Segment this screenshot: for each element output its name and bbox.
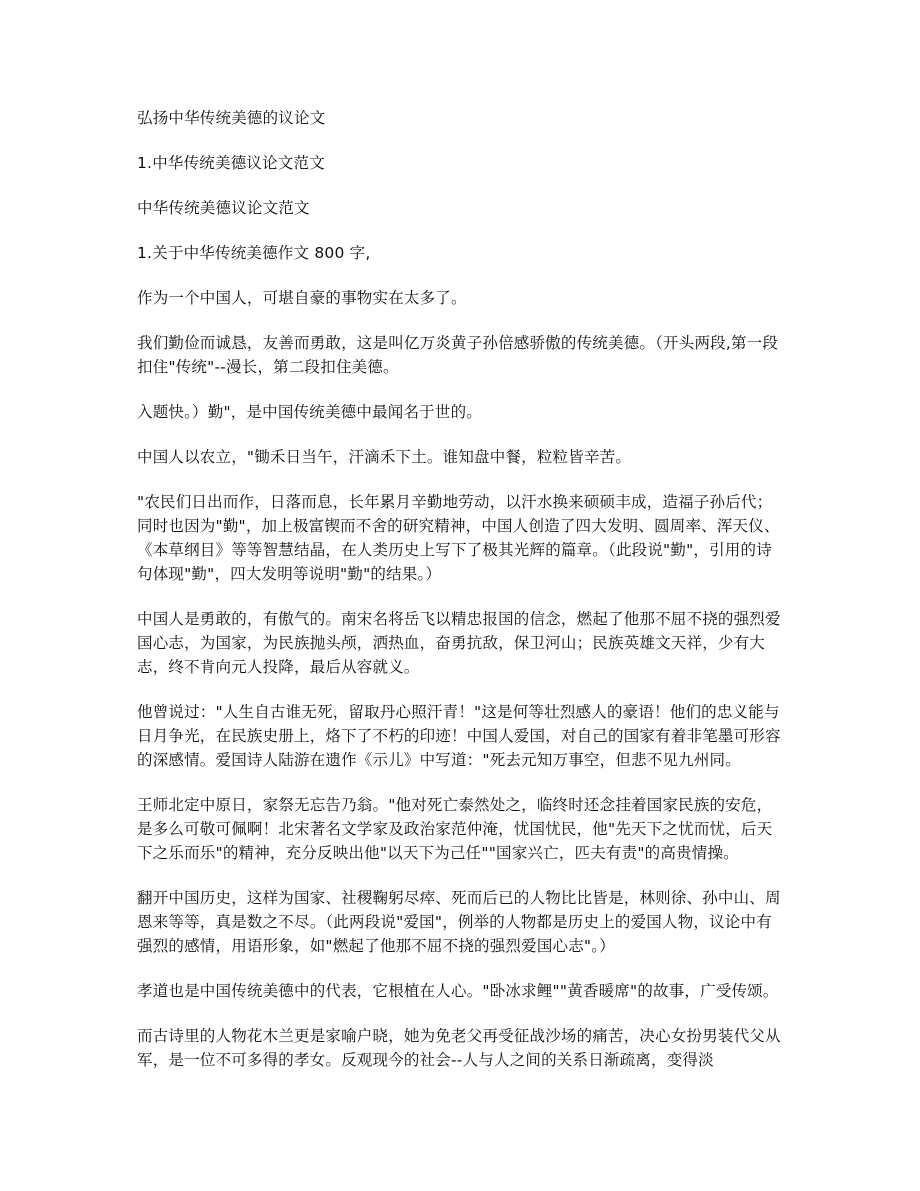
paragraph: 翻开中国历史，这样为国家、社稷鞠躬尽瘁、死而后已的人物比比皆是，林则徐、孙中山、周恩来等等，真是数之不尽。（此两段说"爱国"，例举的人物都是历史上的爱国人物，议论中有强烈的感情，用语形象，如"燃起了他那不屈不挠的强烈爱国心志"。） (137, 889, 781, 955)
paragraph: 而古诗里的人物花木兰更是家喻户晓，她为免老父再受征战沙场的痛苦，决心女扮男装代父从军，是一位不可多得的孝女。反观现今的社会--人与人之间的关系日渐疏离，变得淡 (137, 1027, 781, 1069)
paragraph: 孝道也是中国传统美德中的代表，它根植在人心。"卧冰求鲤""黄香暖席"的故事，广受传颂。 (137, 982, 779, 1000)
subtitle: 中华传统美德议论文范文 (137, 199, 310, 217)
paragraph: 入题快。）勤"，是中国传统美德中最闻名于世的。 (137, 403, 482, 421)
paragraph: 中国人以农立，"锄禾日当午，汗滴禾下土。谁知盘中餐，粒粒皆辛苦。 (137, 448, 632, 466)
paragraph: 作为一个中国人，可堪自豪的事物实在太多了。 (137, 289, 467, 307)
paragraph: "农民们日出而作，日落而息，长年累月辛勤地劳动，以汗水换来硕硕丰成，造福子孙后代；同时也因为"勤"，加上极富锲而不舍的研究精神，中国人创造了四大发明、圆周率、浑天仪、《本草纲目》等等智慧结晶，在人类历史上写下了极其光辉的篇章。（此段说"勤"，引用的诗句体现"勤"，四大发明等说明"勤"的结果。） (137, 493, 780, 583)
paragraph: 王师北定中原日，家祭无忘告乃翁。"他对死亡泰然处之，临终时还念挂着国家民族的安危，是多么可敬可佩啊！北宋著名文学家及政治家范仲淹，忧国忧民，他"先天下之忧而忧，后天下之乐而乐"的精神，充分反映出他"以天下为己任""国家兴亡，匹夫有责"的高贵情操。 (137, 796, 773, 862)
paragraph: 我们勤俭而诚恳，友善而勇敢，这是叫亿万炎黄子孙倍感骄傲的传统美德。（开头两段,第一段扣住"传统"--漫长，第二段扣住美德。 (137, 334, 779, 376)
essay-heading: 1.关于中华传统美德作文 800 字, (137, 244, 371, 262)
section-heading: 1.中华传统美德议论文范文 (137, 154, 325, 172)
document-body (137, 106, 783, 1093)
paragraph: 中国人是勇敢的，有傲气的。南宋名将岳飞以精忠报国的信念，燃起了他那不屈不挠的强烈爱国心志，为国家，为民族抛头颅，洒热血，奋勇抗敌，保卫河山；民族英雄文天祥，少有大志，终不肯向元人投降，最后从容就义。 (137, 610, 781, 676)
document-title: 弘扬中华传统美德的议论文 (137, 109, 326, 127)
paragraph: 他曾说过："人生自古谁无死，留取丹心照汗青！"这是何等壮烈感人的豪语！他们的忠义能与日月争光，在民族史册上，烙下了不朽的印迹！中国人爱国，对自己的国家有着非笔墨可形容的深感情。爱国诗人陆游在遗作《示儿》中写道："死去元知万事空，但悲不见九州同。 (137, 703, 781, 769)
